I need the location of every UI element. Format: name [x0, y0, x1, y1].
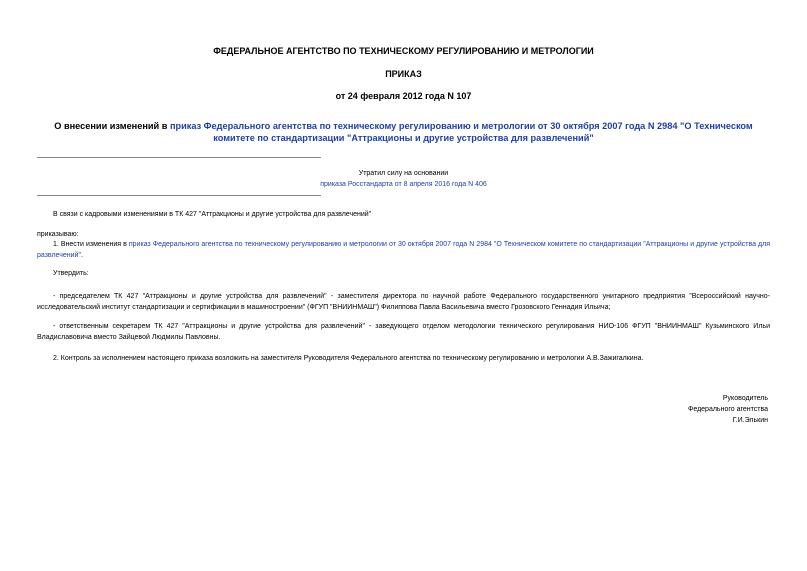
item-1-suffix: .: [80, 252, 83, 259]
divider-bottom: [37, 195, 321, 196]
signature-name: Г.И.Элькин: [732, 417, 768, 424]
item-2-paragraph: 2. Контроль за исполнением настоящего приказа возложить на заместителя Руководителя Федерального агентства по техническому регулированию и метрологии А.В.Зажигалкина.: [53, 355, 644, 362]
status-line: Утратил силу на основании: [358, 170, 449, 177]
agency-heading: ФЕДЕРАЛЬНОЕ АГЕНТСТВО ПО ТЕХНИЧЕСКОМУ РЕГУЛИРОВАНИЮ И МЕТРОЛОГИИ: [213, 46, 594, 56]
order-word: приказываю:: [37, 231, 79, 238]
approve-paragraph: Утвердить:: [53, 270, 89, 277]
item-1-prefix: 1. Внести изменения в: [53, 241, 129, 248]
item-1-paragraph: [37, 239, 770, 261]
document-type-heading: ПРИКАЗ: [385, 69, 422, 79]
bullet-chairman: - председателем ТК 427 "Аттракционы и другие устройства для развлечений" - заместителя директора по научной работе Федерального государственного унитарного предприятия "Всероссийский научно-исследовательский институт стандартизации и сертификации в машиностроении" (ФГУП "ВНИИНМАШ") Филиппова Павла Васильевича вместо Грозовского Геннадия Ильича;: [37, 293, 770, 311]
bullet-secretary: - ответственным секретарем ТК 427 "Аттракционы и другие устройства для развлечений" - заведующего отделом методологии технического регулирования НИО-106 ФГУП "ВНИИНМАШ" Кузьминского Ильи Владиславовича вместо Зайцевой Людмилы Павловны.: [37, 323, 770, 341]
divider-top: [37, 157, 321, 158]
document-title: [40, 120, 767, 144]
signature-agency: Федерального агентства: [688, 406, 768, 413]
date-number-heading: от 24 февраля 2012 года N 107: [335, 91, 472, 101]
repeal-order-link[interactable]: приказа Росстандарта от 8 апреля 2016 года N 406: [320, 181, 487, 188]
signature-block: [688, 393, 768, 426]
amended-order-link[interactable]: приказ Федерального агентства по техническому регулированию и метрологии от 30 октября 2007 года N 2984 "О Техническом комитете по стандартизации "Аттракционы и другие устройства для развлечений": [169, 121, 753, 143]
title-prefix: О внесении изменений в: [54, 121, 170, 131]
intro-paragraph: В связи с кадровыми изменениями в ТК 427 "Аттракционы и другие устройства для развлечений": [53, 211, 372, 218]
signature-title: Руководитель: [722, 395, 768, 402]
item-1-order-link[interactable]: приказ Федерального агентства по техническому регулированию и метрологии от 30 октября 2007 года N 2984 "О Техническом комитете по стандартизации "Аттракционы и другие устройства для развлечений": [37, 241, 771, 259]
